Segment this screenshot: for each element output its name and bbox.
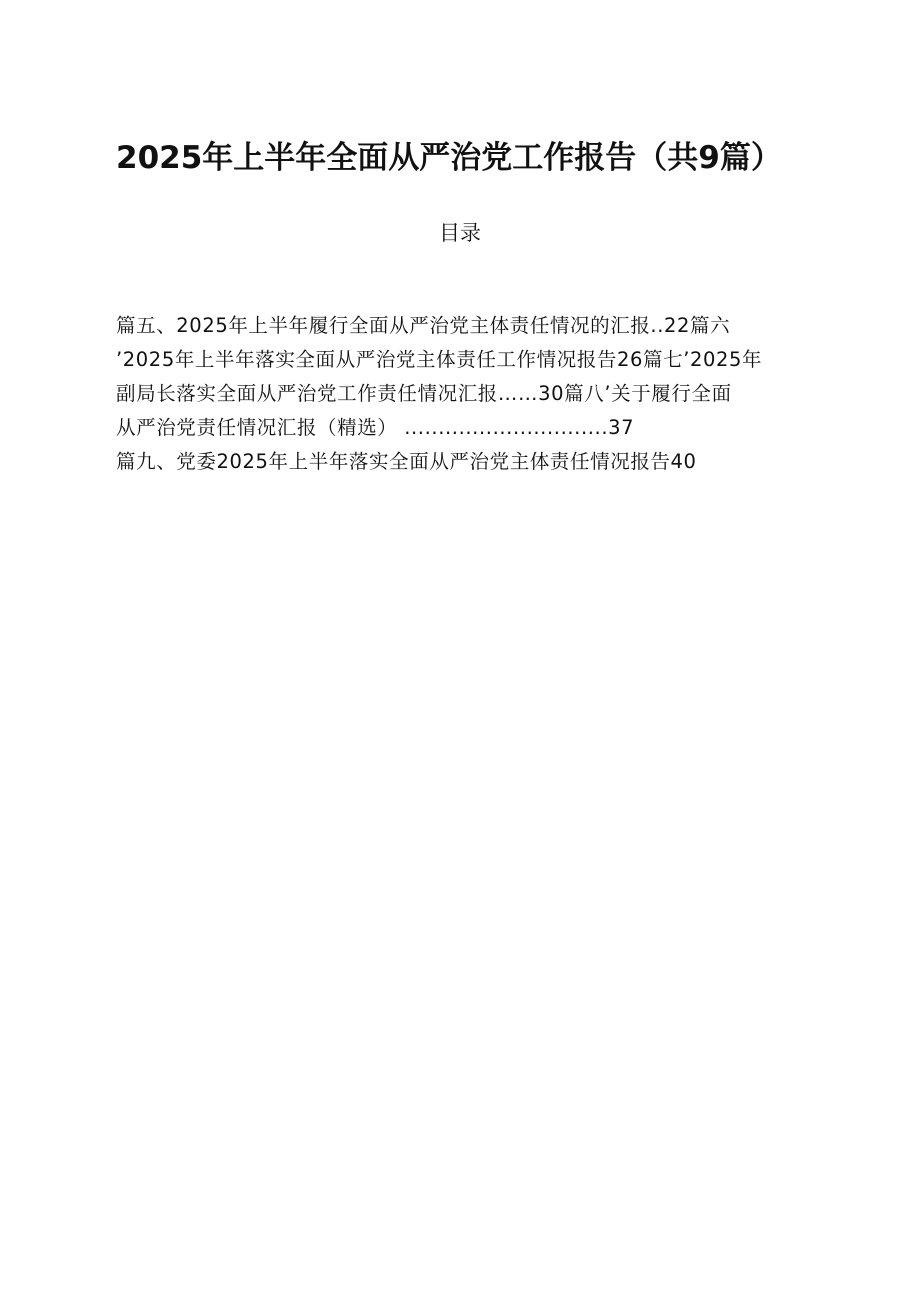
toc-line: 从严治党责任情况汇报（精选） ..............................37 [116, 416, 635, 439]
toc-line: 篇九、党委2025年上半年落实全面从严治党主体责任情况报告40 [116, 450, 697, 473]
toc-heading: 目录 [439, 221, 481, 245]
toc-line: 篇五、2025年上半年履行全面从严治党主体责任情况的汇报..22篇六 [116, 314, 731, 337]
toc-line: ’2025年上半年落实全面从严治党主体责任工作情况报告26篇七’2025年 [116, 348, 763, 371]
toc-line: 副局长落实全面从严治党工作责任情况汇报……30篇八’关于履行全面 [116, 382, 732, 405]
document-title: 2025年上半年全面从严治党工作报告（共9篇） [116, 140, 782, 176]
table-of-contents [116, 309, 836, 479]
